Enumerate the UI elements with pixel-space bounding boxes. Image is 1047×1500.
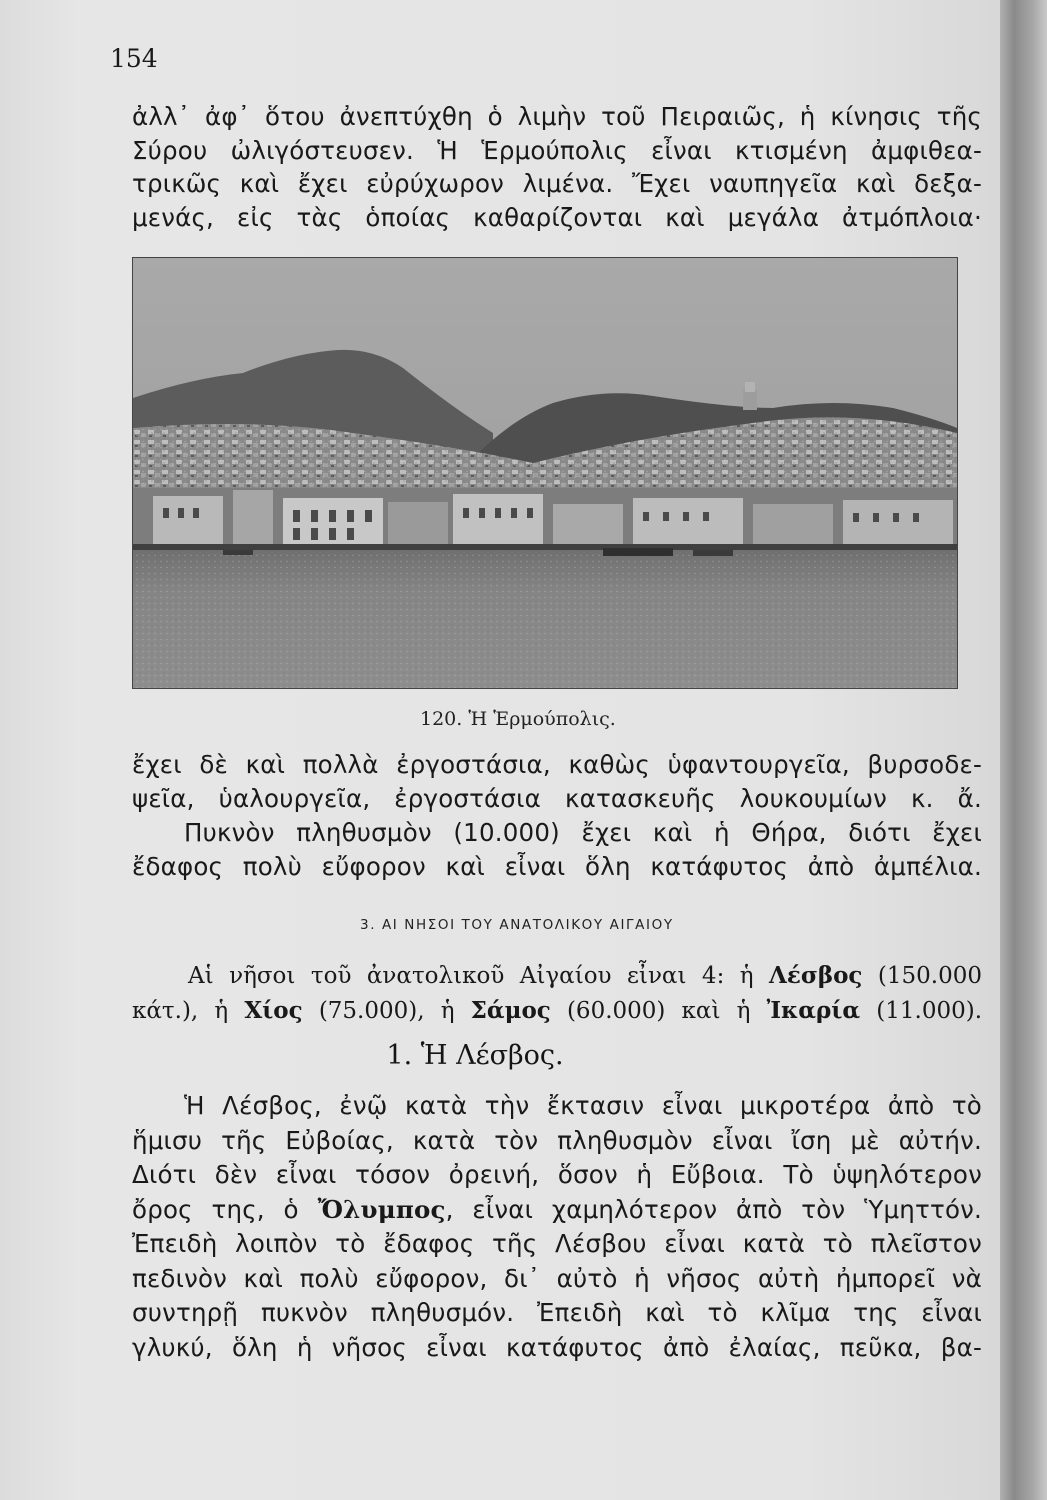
text-line: τρικῶς καὶ ἔχει εὐρύχωρον λιμένα. Ἔχει ναυπηγεῖα καὶ δεξα- (132, 169, 982, 198)
subheading-text: 1. Ἡ Λέσβος. (386, 1040, 564, 1071)
text-line: μενάς, εἰς τὰς ὁποίας καθαρίζονται καὶ μεγάλα ἀτμόπλοια· (132, 202, 982, 232)
section-heading: 3. ΑΙ ΝΗΣΟΙ ΤΟΥ ΑΝΑΤΟΛΙΚΟΥ ΑΙΓΑΙΟΥ (360, 917, 674, 933)
island-name-chios: Χίος (244, 997, 303, 1024)
text-line: Διότι δὲν εἶναι τόσον ὀρεινή, ὅσον ἡ Εὔβοια. Τὸ ὑψηλότερον (132, 1160, 982, 1189)
text-line: Σύρου ὠλιγόστευσεν. Ἡ Ἑρμούπολις εἶναι κτισμένη ἀμφιθεα- (132, 135, 982, 165)
text-run: Αἱ νῆσοι τοῦ ἀνατολικοῦ Αἰγαίου εἶναι 4: ἡ (188, 963, 770, 989)
text-line: Ἐπειδὴ λοιπὸν τὸ ἔδαφος τῆς Λέσβου εἶναι κατὰ τὸ πλεῖστον (132, 1229, 982, 1258)
text-line: ἀλλ᾽ ἀφ᾽ ὅτου ἀνεπτύχθη ὁ λιμὴν τοῦ Πειραιῶς, ἡ κίνησις τῆς (132, 102, 982, 131)
figure-caption: 120. Ἡ Ἑρμούπολις. (420, 708, 616, 730)
text-run: (75.000), ἡ (302, 998, 471, 1024)
text-run: κάτ.), ἡ (132, 998, 245, 1024)
text-run: , εἶναι χαμηλότερον ἀπὸ τὸν Ὑμηττόν. (445, 1194, 983, 1224)
text-line (132, 1193, 982, 1228)
text-line (132, 958, 982, 993)
text-line: ἔδαφος πολὺ εὔφορον καὶ εἶναι ὅλη κατάφυτος ἀπὸ ἀμπέλια. (132, 851, 982, 881)
text-run: (11.000). (860, 998, 983, 1024)
paragraph-thira (132, 816, 982, 883)
text-line: ἔχει δὲ καὶ πολλὰ ἐργοστάσια, καθὼς ὑφαντουργεῖα, βυρσοδε- (132, 750, 982, 779)
harbor-illustration (133, 258, 957, 688)
paragraph-syros (132, 100, 982, 234)
subheading-lesvos (0, 1040, 1000, 1071)
text-line: συντηρῇ πυκνὸν πληθυσμόν. Ἐπειδὴ καὶ τὸ κλῖμα της εἶναι (132, 1298, 982, 1327)
book-gutter-shadow (1000, 0, 1047, 1500)
hermoupolis-photo (132, 257, 958, 689)
text-line: γλυκύ, ὅλη ἡ νῆσος εἶναι κατάφυτος ἀπὸ ἐλαίας, πεῦκα, βα- (132, 1332, 982, 1362)
text-line: πεδινὸν καὶ πολὺ εὔφορον, δι᾽ αὐτὸ ἡ νῆσος αὐτὴ ἠμπορεῖ νὰ (132, 1263, 982, 1293)
text-line: ψεῖα, ὑαλουργεῖα, ἐργοστάσια κατασκευῆς λουκουμίων κ. ἄ. (132, 783, 982, 813)
island-name-lesvos: Λέσβος (769, 962, 863, 989)
mountain-name-olympos: Ὄλυμπος (317, 1194, 446, 1224)
text-run: (60.000) καὶ ἡ (550, 998, 767, 1024)
text-line: ἥμισυ τῆς Εὐβοίας, κατὰ τὸν πληθυσμὸν εἶναι ἴση μὲ αὐτήν. (132, 1125, 982, 1155)
text-run: ὄρος της, ὁ (132, 1194, 318, 1224)
text-line: Πυκνὸν πληθυσμὸν (10.000) ἔχει καὶ ἡ Θήρα, διότι ἔχει (184, 818, 982, 847)
paragraph-lesvos (132, 1089, 982, 1365)
text-run: (150.000 (862, 963, 982, 989)
text-line (132, 993, 982, 1028)
island-name-samos: Σάμος (470, 997, 551, 1024)
paragraph-industry (132, 748, 982, 815)
paragraph-islands (132, 958, 982, 1028)
island-name-ikaria: Ἰκαρία (766, 997, 861, 1024)
text-line: Ἡ Λέσβος, ἐνῷ κατὰ τὴν ἔκτασιν εἶναι μικροτέρα ἀπὸ τὸ (184, 1091, 982, 1120)
page-number: 154 (110, 44, 158, 73)
